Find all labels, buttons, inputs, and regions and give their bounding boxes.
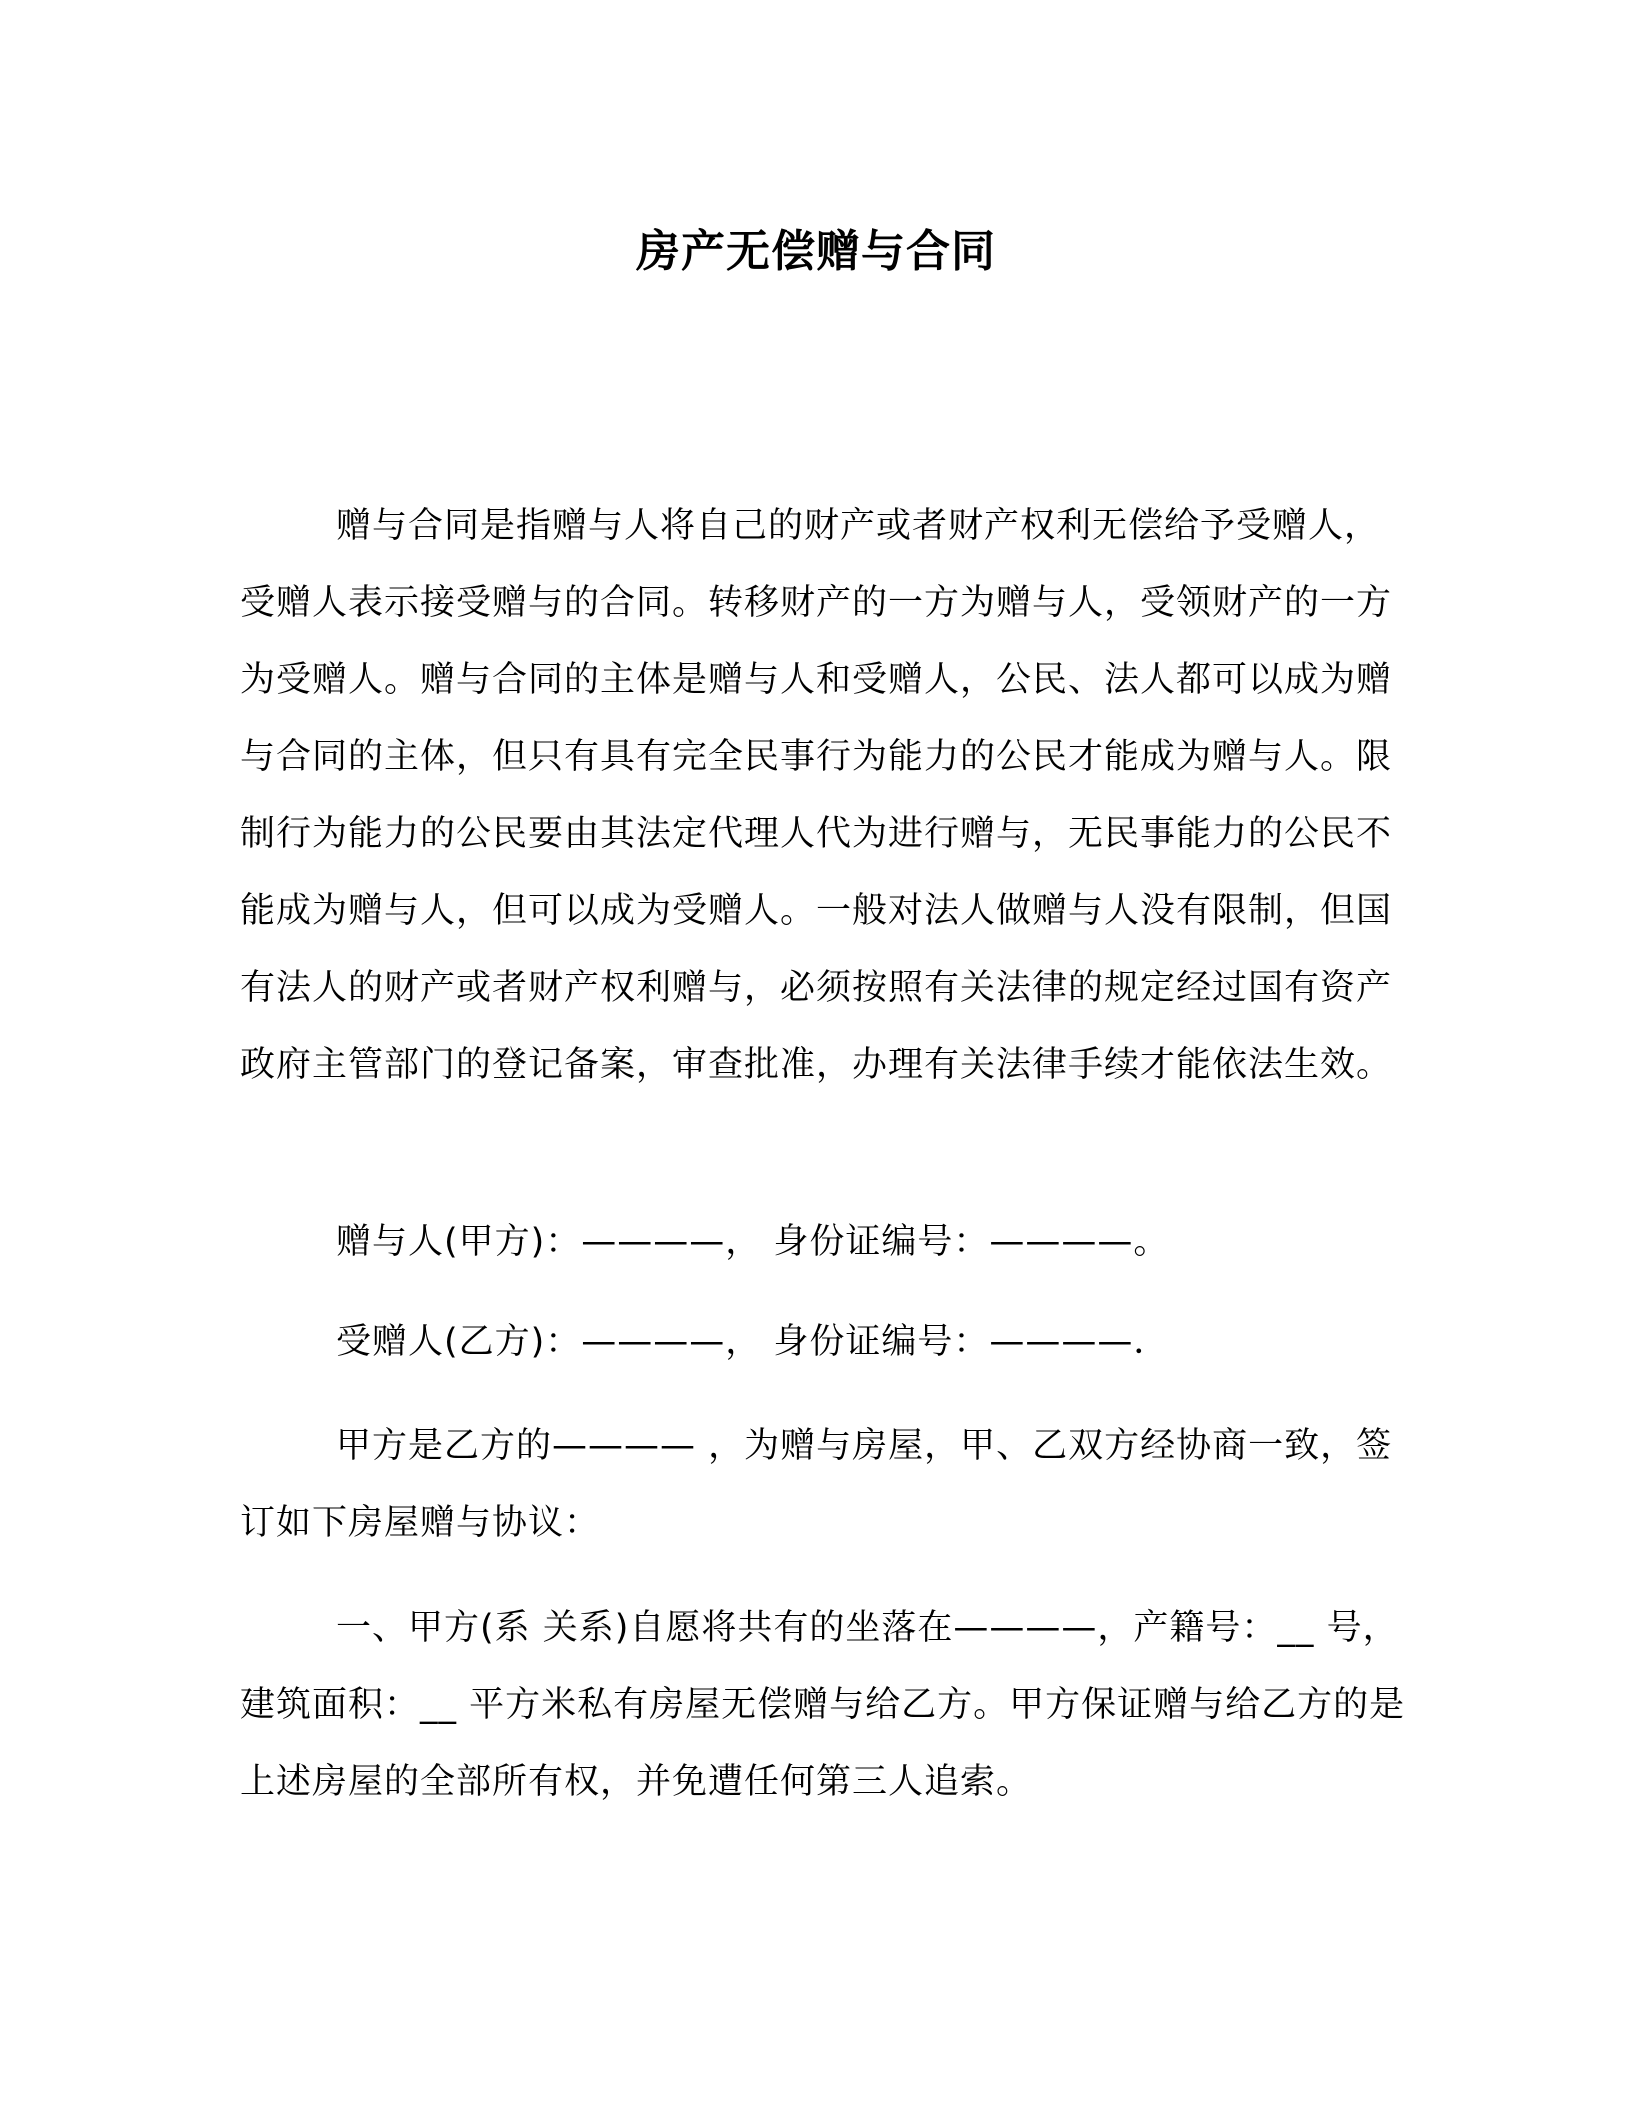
- document-title: 房产无偿赠与合同: [636, 226, 996, 277]
- clause-one-paragraph: 一、甲方(系 关系)自愿将共有的坐落在————，产籍号：__ 号，建筑面积：__ 平方米私有房屋无偿赠与给乙方。甲方保证赠与给乙方的是上述房屋的全部所有权，并免遭任何第三人追索。: [240, 1608, 1406, 1802]
- clause-one-block: [240, 1590, 1410, 1821]
- relation-paragraph: 甲方是乙方的———— ，为赠与房屋，甲、乙双方经协商一致，签订如下房屋赠与协议：: [240, 1426, 1393, 1543]
- donee-line-block: [240, 1304, 1410, 1381]
- intro-paragraph-block: [240, 488, 1410, 1104]
- relation-paragraph-block: [240, 1408, 1410, 1562]
- donor-line-block: [240, 1204, 1410, 1281]
- donee-line: 受赠人(乙方)：————， 身份证编号：————．: [336, 1322, 1170, 1362]
- intro-paragraph: 赠与合同是指赠与人将自己的财产或者财产权利无偿给予受赠人，受赠人表示接受赠与的合同。转移财产的一方为赠与人，受领财产的一方为受赠人。赠与合同的主体是赠与人和受赠人，公民、法人都可以成为赠与合同的主体，但只有具有完全民事行为能力的公民才能成为赠与人。限制行为能力的公民要由其法定代理人代为进行赠与，无民事能力的公民不能成为赠与人，但可以成为受赠人。一般对法人做赠与人没有限制，但国有法人的财产或者财产权利赠与，必须按照有关法律的规定经过国有资产政府主管部门的登记备案，审查批准，办理有关法律手续才能依法生效。: [240, 506, 1393, 1085]
- donor-line: 赠与人(甲方)：————， 身份证编号：————。: [336, 1222, 1170, 1262]
